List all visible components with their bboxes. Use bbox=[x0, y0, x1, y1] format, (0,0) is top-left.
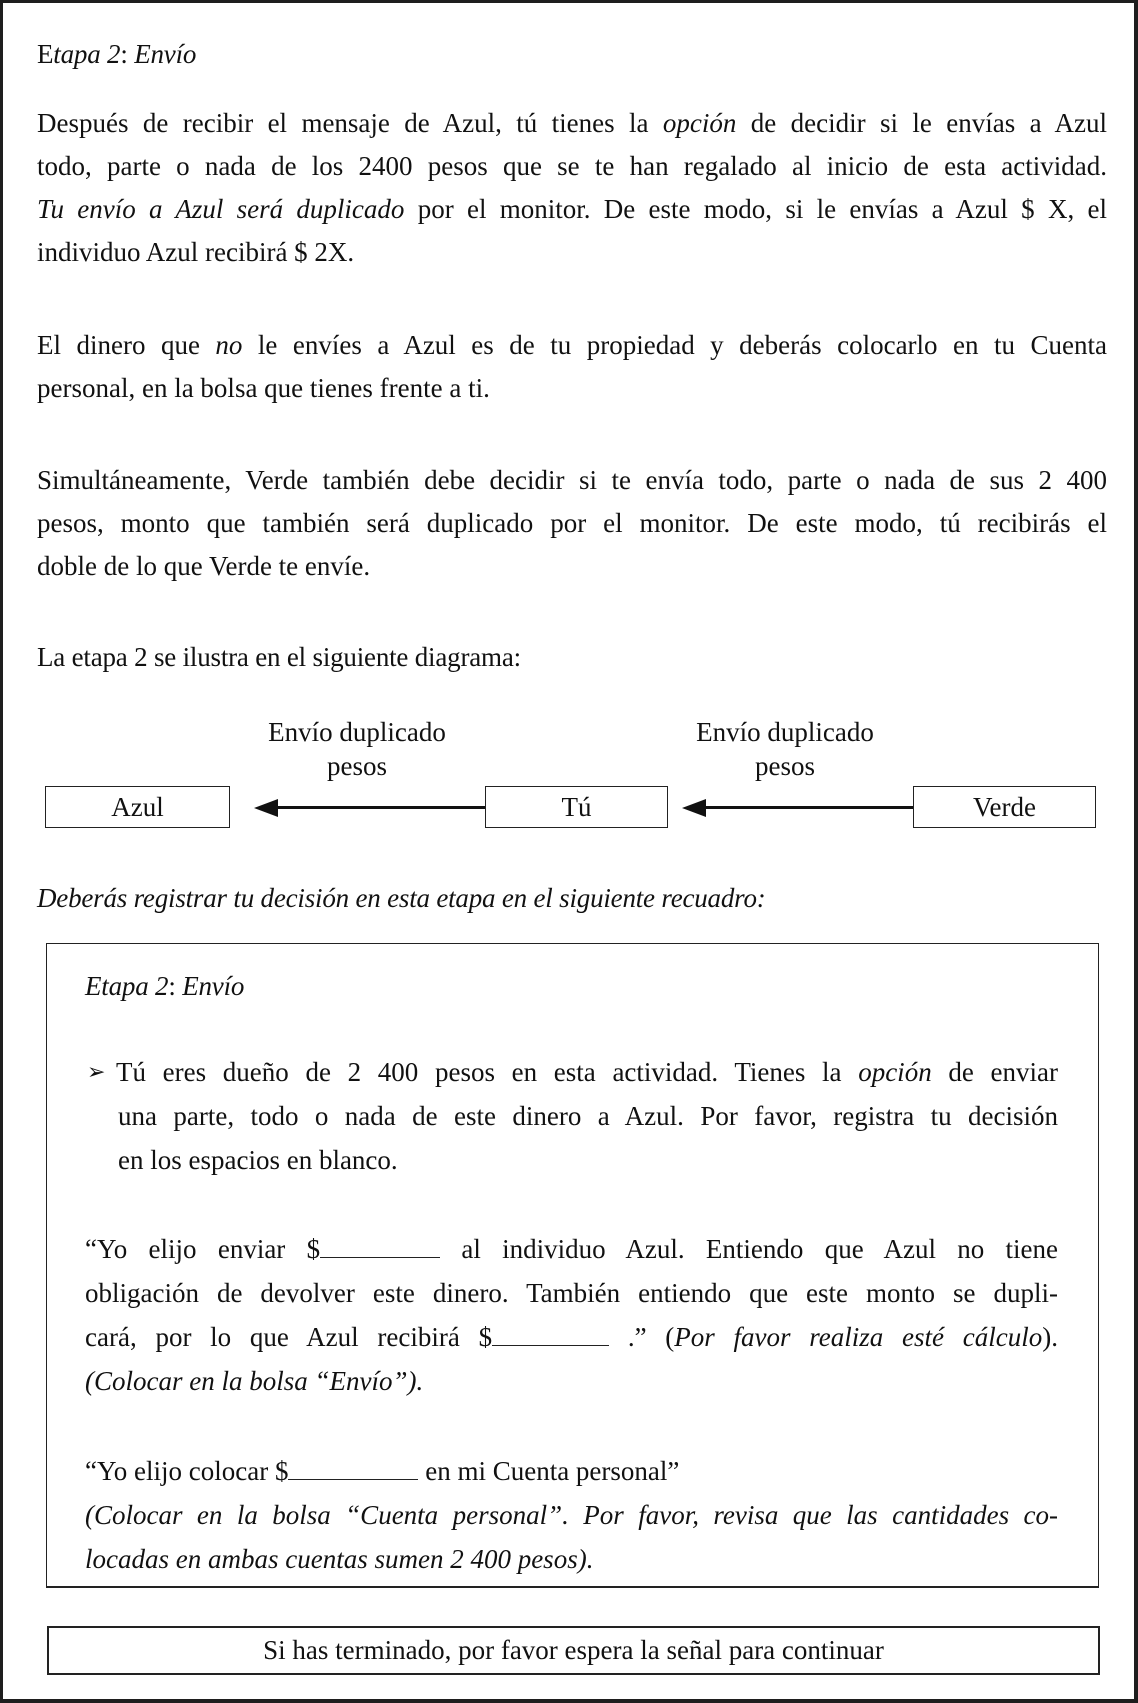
edge-label-tu-to-azul bbox=[227, 715, 487, 783]
arrow-line-tu-to-azul bbox=[273, 806, 487, 809]
register-instruction bbox=[37, 877, 766, 920]
paragraph-line bbox=[37, 102, 1107, 145]
statement-line bbox=[85, 1449, 1058, 1493]
paragraph-line bbox=[37, 188, 1107, 231]
text-span: al individuo Azul. Entiendo que Azul no tiene bbox=[440, 1234, 1058, 1264]
emphasis-duplicated: Tu envío a Azul será duplicado bbox=[37, 194, 405, 224]
section-title bbox=[37, 33, 196, 76]
text-span: le envíes a Azul es de tu propiedad y deberás colocarlo en tu Cuenta bbox=[242, 330, 1107, 360]
emphasis-option: opción bbox=[858, 1057, 932, 1087]
paragraph-line bbox=[37, 324, 1107, 367]
node-verde: Verde bbox=[913, 786, 1096, 828]
arrow-line-verde-to-tu bbox=[701, 806, 915, 809]
text-span: en mi Cuenta personal” bbox=[418, 1456, 680, 1486]
paragraph-line: personal, en la bolsa que tienes frente a ti. bbox=[37, 373, 490, 403]
ownership-statement bbox=[116, 1050, 1058, 1094]
decision-title-colon: : bbox=[168, 971, 183, 1001]
statement-line bbox=[85, 1359, 1058, 1403]
text-span: ). bbox=[1042, 1322, 1058, 1352]
text-span: El dinero que bbox=[37, 330, 216, 360]
text-span: cará, por lo que Azul recibirá $ bbox=[85, 1322, 493, 1352]
paragraph-line: pesos, monto que también será duplicado por el monitor. De este modo, tú recibirás el bbox=[37, 508, 1107, 538]
bag-personal-note-continued: locadas en ambas cuentas sumen 2 400 pesos). bbox=[85, 1544, 594, 1574]
keep-amount-blank[interactable] bbox=[288, 1455, 418, 1480]
text-span: de decidir si le envías a Azul bbox=[736, 108, 1107, 138]
ownership-statement-continued bbox=[118, 1094, 1058, 1182]
text-span: de enviar bbox=[931, 1057, 1058, 1087]
bag-envio-note: (Colocar en la bolsa “Envío”). bbox=[85, 1366, 424, 1396]
statement-line bbox=[85, 1537, 1058, 1581]
paragraph-verde-send bbox=[37, 459, 1107, 588]
title-envio: Envío bbox=[134, 39, 197, 69]
title-colon: : bbox=[120, 39, 135, 69]
statement-line bbox=[85, 1315, 1058, 1359]
statement-line: en los espacios en blanco. bbox=[118, 1145, 398, 1175]
receive-amount-blank[interactable] bbox=[492, 1321, 609, 1346]
register-instruction-text: Deberás registrar tu decisión en esta etapa en el siguiente recuadro: bbox=[37, 883, 766, 913]
node-tu: Tú bbox=[485, 786, 668, 828]
send-statement bbox=[85, 1227, 1058, 1403]
arrow-bullet-icon: ➢ bbox=[87, 1059, 106, 1084]
calculation-note: Por favor realiza esté cálculo bbox=[674, 1322, 1043, 1352]
text-span: Tú eres dueño de 2 400 pesos en esta actividad. Tienes la bbox=[116, 1057, 859, 1087]
emphasis-option: opción bbox=[662, 108, 737, 138]
edge-label-verde-to-tu bbox=[655, 715, 915, 783]
decision-title-stage: Etapa 2 bbox=[85, 971, 169, 1001]
paragraph-line: todo, parte o nada de los 2400 pesos que se te han regalado al inicio de esta actividad. bbox=[37, 151, 1107, 181]
edge-label-line: Envío duplicado bbox=[696, 717, 874, 747]
node-azul: Azul bbox=[45, 786, 230, 828]
send-amount-blank[interactable] bbox=[320, 1233, 440, 1258]
statement-line bbox=[116, 1050, 1058, 1094]
statement-line bbox=[85, 1493, 1058, 1537]
paragraph-line: doble de lo que Verde te envíe. bbox=[37, 551, 371, 581]
text-span: Después de recibir el mensaje de Azul, tú tienes la bbox=[37, 108, 663, 138]
paragraph-instructions-send bbox=[37, 102, 1107, 274]
text-span: .” ( bbox=[609, 1322, 675, 1352]
text-span: “Yo elijo enviar $ bbox=[85, 1234, 321, 1264]
text-span: por el monitor. De este modo, si le envías a Azul $ X, el bbox=[404, 194, 1107, 224]
paragraph-line: Simultáneamente, Verde también debe decidir si te envía todo, parte o nada de sus 2 400 bbox=[37, 465, 1107, 495]
title-prefix: E bbox=[37, 39, 54, 69]
statement-line bbox=[85, 1227, 1058, 1271]
edge-label-line: pesos bbox=[755, 751, 815, 781]
statement-line: una parte, todo o nada de este dinero a Azul. Por favor, registra tu decisión bbox=[118, 1101, 1058, 1131]
emphasis-no: no bbox=[215, 330, 243, 360]
text-span: “Yo elijo colocar $ bbox=[85, 1456, 289, 1486]
decision-box-title bbox=[85, 965, 244, 1008]
decision-title-envio: Envío bbox=[182, 971, 245, 1001]
diagram-intro: La etapa 2 se ilustra en el siguiente diagrama: bbox=[37, 642, 521, 672]
bag-personal-note: (Colocar en la bolsa “Cuenta personal”. Por favor, revisa que las cantidades co- bbox=[85, 1500, 1058, 1530]
edge-label-line: pesos bbox=[327, 751, 387, 781]
title-stage: tapa 2 bbox=[53, 39, 121, 69]
wait-signal-box bbox=[47, 1626, 1100, 1675]
statement-line: obligación de devolver este dinero. También entiendo que este monto se dupli- bbox=[85, 1278, 1058, 1308]
keep-statement bbox=[85, 1449, 1058, 1581]
edge-label-line: Envío duplicado bbox=[268, 717, 446, 747]
paragraph-personal-account bbox=[37, 324, 1107, 410]
wait-signal-text: Si has terminado, por favor espera la señal para continuar bbox=[263, 1635, 884, 1665]
paragraph-line: individuo Azul recibirá $ 2X. bbox=[37, 237, 355, 267]
